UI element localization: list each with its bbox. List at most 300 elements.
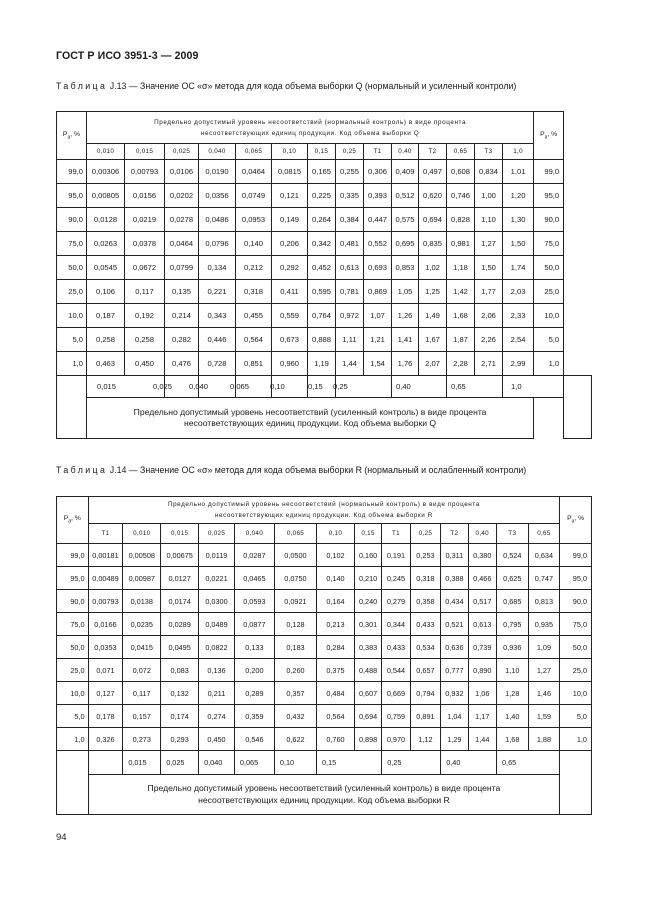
table-cell: 1,68 bbox=[447, 304, 475, 328]
pa-column-header-left: $P_a$, % bbox=[57, 497, 89, 544]
table-cell: 0,466 bbox=[468, 567, 496, 590]
pa-value-right: 25,0 bbox=[560, 659, 592, 682]
table-cell: 0,0287 bbox=[234, 544, 274, 567]
table-cell: 0,669 bbox=[382, 682, 410, 705]
table-cell: 0,694 bbox=[419, 208, 447, 232]
table-cell: 0,853 bbox=[392, 256, 419, 280]
table-cell: 0,117 bbox=[125, 280, 165, 304]
table14-caption-text: J.14 — Значение ОС «σ» метода для кода объема выборки R (нормальный и ослабленный контроли) bbox=[107, 465, 527, 475]
document-header: ГОСТ Р ИСО 3951-3 — 2009 bbox=[56, 50, 199, 62]
table-cell: 0,0593 bbox=[234, 590, 274, 613]
pa-value-right: 99,0 bbox=[534, 160, 564, 184]
pa-value-right: 5,0 bbox=[534, 328, 564, 352]
table-cell: 0,835 bbox=[419, 232, 447, 256]
table-cell: 0,0138 bbox=[123, 590, 161, 613]
table-cell: 1,27 bbox=[475, 232, 503, 256]
pa-value-right: 10,0 bbox=[534, 304, 564, 328]
table-cell: 0,0545 bbox=[87, 256, 125, 280]
table-cell: 0,0464 bbox=[236, 160, 272, 184]
aql-column-header: T1 bbox=[364, 144, 392, 160]
table-cell: 0,258 bbox=[87, 328, 125, 352]
table-cell: 0,318 bbox=[410, 567, 441, 590]
table-cell: 0,128 bbox=[274, 613, 316, 636]
table-cell: 1,49 bbox=[419, 304, 447, 328]
aql-column-header: T2 bbox=[441, 524, 468, 544]
table-cell: 2,28 bbox=[447, 352, 475, 376]
table-cell: 1,17 bbox=[468, 705, 496, 728]
table-cell: 0,0219 bbox=[125, 208, 165, 232]
table-cell: 0,450 bbox=[125, 352, 165, 376]
table-row bbox=[57, 613, 592, 636]
table-cell: 0,273 bbox=[123, 728, 161, 751]
table-cell: 1,12 bbox=[410, 728, 441, 751]
table-cell: 0,694 bbox=[354, 705, 381, 728]
tightened-aql-value: 0,10 bbox=[270, 376, 306, 398]
table-cell: 0,960 bbox=[272, 352, 308, 376]
table-row bbox=[57, 659, 592, 682]
table-cell: 1,50 bbox=[475, 256, 503, 280]
aql-column-header: T1 bbox=[382, 524, 410, 544]
tightened-aql-value: 0,40 bbox=[392, 376, 447, 398]
table-cell: 0,213 bbox=[317, 613, 355, 636]
table-cell: 0,140 bbox=[236, 232, 272, 256]
aql-column-header: 0,025 bbox=[165, 144, 199, 160]
table-cell: 0,564 bbox=[317, 705, 355, 728]
table-j14 bbox=[56, 496, 592, 815]
aql-column-header: 0,040 bbox=[199, 144, 236, 160]
table-cell: 0,552 bbox=[364, 232, 392, 256]
table-cell: 0,657 bbox=[410, 659, 441, 682]
pa-value-right: 50,0 bbox=[534, 256, 564, 280]
tightened-aql-value: 0,65 bbox=[447, 376, 503, 398]
table-cell: 0,301 bbox=[354, 613, 381, 636]
table-cell: 0,411 bbox=[272, 280, 308, 304]
table-cell: 0,357 bbox=[274, 682, 316, 705]
pa-value-right: 5,0 bbox=[560, 705, 592, 728]
table-cell: 0,595 bbox=[308, 280, 336, 304]
table-cell: 0,981 bbox=[447, 232, 475, 256]
table-row bbox=[57, 280, 592, 304]
tightened-aql-value: 0,025 bbox=[161, 751, 199, 775]
blank-cell bbox=[88, 751, 123, 775]
blank-cell bbox=[57, 376, 87, 439]
table-row bbox=[57, 705, 592, 728]
table-cell: 0,455 bbox=[236, 304, 272, 328]
pa-value-left: 10,0 bbox=[57, 682, 89, 705]
table-cell: 2,33 bbox=[503, 304, 534, 328]
table-cell: 0,136 bbox=[199, 659, 235, 682]
pa-column-header-right: $P_a$, % bbox=[560, 497, 592, 544]
table-cell: 0,620 bbox=[419, 184, 447, 208]
table-cell: 0,613 bbox=[468, 613, 496, 636]
table-cell: 0,0378 bbox=[125, 232, 165, 256]
table-cell: 0,292 bbox=[272, 256, 308, 280]
table-row bbox=[57, 567, 592, 590]
table-cell: 0,0877 bbox=[234, 613, 274, 636]
table-cell: 2,06 bbox=[475, 304, 503, 328]
table-cell: 0,318 bbox=[236, 280, 272, 304]
table-cell: 0,289 bbox=[234, 682, 274, 705]
table-cell: 0,140 bbox=[317, 567, 355, 590]
table-cell: 0,375 bbox=[317, 659, 355, 682]
table-cell: 0,102 bbox=[317, 544, 355, 567]
table-cell: 2,71 bbox=[475, 352, 503, 376]
table-cell: 0,343 bbox=[199, 304, 236, 328]
table-cell: 1,67 bbox=[419, 328, 447, 352]
table-cell: 0,192 bbox=[125, 304, 165, 328]
table-cell: 0,0166 bbox=[88, 613, 123, 636]
table-cell: 0,481 bbox=[336, 232, 364, 256]
table-cell: 0,135 bbox=[165, 280, 199, 304]
table-cell: 0,685 bbox=[496, 590, 528, 613]
table-cell: 0,200 bbox=[234, 659, 274, 682]
table-row bbox=[57, 544, 592, 567]
table-cell: 0,00489 bbox=[88, 567, 123, 590]
table14-caption bbox=[56, 465, 592, 477]
table-cell: 0,0300 bbox=[199, 590, 235, 613]
table-cell: 0,0190 bbox=[199, 160, 236, 184]
blank-cell bbox=[564, 376, 592, 439]
table-cell: 1,76 bbox=[392, 352, 419, 376]
table-cell: 0,0500 bbox=[274, 544, 316, 567]
table-row bbox=[57, 184, 592, 208]
table-cell: 1,21 bbox=[364, 328, 392, 352]
table-cell: 1,07 bbox=[364, 304, 392, 328]
table-cell: 0,544 bbox=[382, 659, 410, 682]
pa-value-left: 50,0 bbox=[57, 256, 87, 280]
aql-column-header: 0,65 bbox=[528, 524, 560, 544]
table-cell: 1,29 bbox=[441, 728, 468, 751]
table-cell: 0,0353 bbox=[88, 636, 123, 659]
table-cell: 0,476 bbox=[165, 352, 199, 376]
blank-cell bbox=[57, 751, 89, 815]
table-cell: 0,393 bbox=[364, 184, 392, 208]
table-cell: 1,02 bbox=[419, 256, 447, 280]
table-cell: 0,121 bbox=[272, 184, 308, 208]
table-cell: 0,293 bbox=[161, 728, 199, 751]
table-cell: 0,258 bbox=[125, 328, 165, 352]
table-cell: 0,794 bbox=[410, 682, 441, 705]
table-cell: 0,127 bbox=[88, 682, 123, 705]
pa-value-left: 1,0 bbox=[57, 352, 87, 376]
table-row bbox=[57, 352, 592, 376]
aql-column-header: 1,0 bbox=[503, 144, 534, 160]
table-row bbox=[57, 636, 592, 659]
table-row bbox=[57, 682, 592, 705]
table-cell: 1,10 bbox=[496, 659, 528, 682]
table-cell: 0,0464 bbox=[165, 232, 199, 256]
aql-column-header: 0,010 bbox=[87, 144, 125, 160]
table-cell: 0,225 bbox=[308, 184, 336, 208]
table-cell: 0,433 bbox=[410, 613, 441, 636]
table-cell: 0,728 bbox=[199, 352, 236, 376]
table-cell: 1,10 bbox=[475, 208, 503, 232]
table-cell: 0,673 bbox=[272, 328, 308, 352]
tightened-aql-value: 0,065 bbox=[230, 376, 266, 398]
table-cell: 0,0815 bbox=[272, 160, 308, 184]
table-cell: 0,759 bbox=[382, 705, 410, 728]
table-cell: 0,739 bbox=[468, 636, 496, 659]
pa-value-right: 25,0 bbox=[534, 280, 564, 304]
normal-control-header: Предельно допустимый уровень несоответствий (нормальный контроль) в виде процента несоответствующих единиц продукции. Код объема выборки R bbox=[88, 497, 560, 524]
pa-value-left: 90,0 bbox=[57, 208, 87, 232]
table-cell: 0,970 bbox=[382, 728, 410, 751]
pa-value-left: 90,0 bbox=[57, 590, 89, 613]
table-cell: 0,851 bbox=[236, 352, 272, 376]
tightened-aql-value: 0,40 bbox=[441, 751, 497, 775]
pa-value-right: 95,0 bbox=[534, 184, 564, 208]
table-cell: 1,00 bbox=[475, 184, 503, 208]
table-cell: 0,0128 bbox=[87, 208, 125, 232]
aql-column-header: 0,010 bbox=[123, 524, 161, 544]
table-cell: 0,165 bbox=[308, 160, 336, 184]
table-cell: 0,083 bbox=[161, 659, 199, 682]
table-cell: 0,636 bbox=[441, 636, 468, 659]
table13-caption bbox=[56, 81, 592, 93]
table-cell: 0,164 bbox=[317, 590, 355, 613]
table-cell: 0,117 bbox=[123, 682, 161, 705]
table-cell: 0,221 bbox=[199, 280, 236, 304]
table-cell: 0,210 bbox=[354, 567, 381, 590]
table-cell: 0,253 bbox=[410, 544, 441, 567]
table-cell: 0,634 bbox=[528, 544, 560, 567]
table-cell: 0,072 bbox=[123, 659, 161, 682]
table-cell: 0,264 bbox=[308, 208, 336, 232]
table-cell: 0,613 bbox=[336, 256, 364, 280]
table-cell: 0,282 bbox=[165, 328, 199, 352]
table-cell: 0,608 bbox=[447, 160, 475, 184]
table-row bbox=[57, 208, 592, 232]
table-cell: 0,446 bbox=[199, 328, 236, 352]
aql-column-header: 0,25 bbox=[410, 524, 441, 544]
aql-column-header: 0,015 bbox=[125, 144, 165, 160]
table-cell: 0,132 bbox=[161, 682, 199, 705]
aql-column-header: 0,25 bbox=[336, 144, 364, 160]
tightened-aql-value: 0,25 bbox=[333, 376, 389, 398]
table-cell: 0,972 bbox=[336, 304, 364, 328]
table-cell: 0,575 bbox=[392, 208, 419, 232]
table-cell: 0,326 bbox=[88, 728, 123, 751]
table-cell: 1,42 bbox=[447, 280, 475, 304]
table-cell: 1,06 bbox=[468, 682, 496, 705]
pa-value-right: 10,0 bbox=[560, 682, 592, 705]
table-cell: 0,512 bbox=[392, 184, 419, 208]
pa-value-left: 25,0 bbox=[57, 659, 89, 682]
table-cell: 1,11 bbox=[336, 328, 364, 352]
table-cell: 0,447 bbox=[364, 208, 392, 232]
tightened-aql-value: 0,10 bbox=[274, 751, 316, 775]
table-cell: 0,335 bbox=[336, 184, 364, 208]
pa-value-right: 1,0 bbox=[560, 728, 592, 751]
pa-value-right: 75,0 bbox=[534, 232, 564, 256]
table-cell: 1,25 bbox=[419, 280, 447, 304]
tightened-aql-value: 0,15 bbox=[308, 376, 336, 398]
table-cell: 0,452 bbox=[308, 256, 336, 280]
table-row bbox=[57, 160, 592, 184]
table-cell: 0,191 bbox=[382, 544, 410, 567]
table-cell: 0,777 bbox=[441, 659, 468, 682]
pa-value-left: 75,0 bbox=[57, 613, 89, 636]
table-cell: 0,0174 bbox=[161, 590, 199, 613]
table-cell: 0,409 bbox=[392, 160, 419, 184]
table-cell: 0,534 bbox=[410, 636, 441, 659]
tightened-aql-value: 0,25 bbox=[382, 751, 441, 775]
table-cell: 1,44 bbox=[468, 728, 496, 751]
table-cell: 0,133 bbox=[234, 636, 274, 659]
table-cell: 0,00181 bbox=[88, 544, 123, 567]
table-cell: 1,40 bbox=[496, 705, 528, 728]
pa-value-right: 99,0 bbox=[560, 544, 592, 567]
tightened-aql-value: 0,65 bbox=[496, 751, 559, 775]
table-cell: 0,891 bbox=[410, 705, 441, 728]
aql-column-header: 0,025 bbox=[199, 524, 235, 544]
table-cell: 0,0672 bbox=[125, 256, 165, 280]
table-cell: 0,0796 bbox=[199, 232, 236, 256]
table-cell: 0,0415 bbox=[123, 636, 161, 659]
tightened-aql-value: 1,0 bbox=[503, 376, 564, 398]
table-cell: 0,106 bbox=[87, 280, 125, 304]
table-cell: 1,44 bbox=[336, 352, 364, 376]
table-cell: 0,432 bbox=[274, 705, 316, 728]
aql-column-header: 0,15 bbox=[354, 524, 381, 544]
table-cell: 0,383 bbox=[354, 636, 381, 659]
table-cell: 1,77 bbox=[475, 280, 503, 304]
table-cell: 0,245 bbox=[382, 567, 410, 590]
table-cell: 0,936 bbox=[496, 636, 528, 659]
table-cell: 1,19 bbox=[308, 352, 336, 376]
blank-cell bbox=[560, 751, 592, 815]
table-cell: 0,0953 bbox=[236, 208, 272, 232]
table-cell: 1,09 bbox=[528, 636, 560, 659]
table-row bbox=[57, 328, 592, 352]
table-cell: 0,214 bbox=[165, 304, 199, 328]
table-cell: 0,0799 bbox=[165, 256, 199, 280]
table-cell: 0,0465 bbox=[234, 567, 274, 590]
table-cell: 0,888 bbox=[308, 328, 336, 352]
table-cell: 0,0202 bbox=[165, 184, 199, 208]
tightened-aql-value: 0,015 bbox=[123, 751, 161, 775]
table13-caption-label: Таблица bbox=[56, 81, 108, 91]
table-row bbox=[57, 232, 592, 256]
table-cell: 0,183 bbox=[274, 636, 316, 659]
aql-column-header: T2 bbox=[419, 144, 447, 160]
table-cell: 0,0263 bbox=[87, 232, 125, 256]
table-cell: 0,0749 bbox=[236, 184, 272, 208]
table-cell: 1,30 bbox=[503, 208, 534, 232]
table-cell: 0,00675 bbox=[161, 544, 199, 567]
table14-caption-label: Таблица bbox=[56, 465, 108, 475]
table-cell: 0,450 bbox=[199, 728, 235, 751]
table-cell: 0,380 bbox=[468, 544, 496, 567]
table-cell: 0,0106 bbox=[165, 160, 199, 184]
table-cell: 0,795 bbox=[496, 613, 528, 636]
pa-value-left: 10,0 bbox=[57, 304, 87, 328]
table-row bbox=[57, 590, 592, 613]
table-cell: 0,828 bbox=[447, 208, 475, 232]
table13-caption-text: J.13 — Значение ОС «σ» метода для кода объема выборки Q (нормальный и усиленный контроли) bbox=[107, 81, 517, 91]
table-cell: 0,760 bbox=[317, 728, 355, 751]
table-cell: 0,0356 bbox=[199, 184, 236, 208]
table-cell: 0,935 bbox=[528, 613, 560, 636]
pa-value-left: 1,0 bbox=[57, 728, 89, 751]
table-cell: 0,0289 bbox=[161, 613, 199, 636]
table-cell: 0,178 bbox=[88, 705, 123, 728]
pa-value-left: 5,0 bbox=[57, 705, 89, 728]
table-cell: 0,622 bbox=[274, 728, 316, 751]
table-cell: 0,813 bbox=[528, 590, 560, 613]
aql-column-header: 0,10 bbox=[272, 144, 308, 160]
table-cell: 0,781 bbox=[336, 280, 364, 304]
aql-column-header: T3 bbox=[475, 144, 503, 160]
table-cell: 1,59 bbox=[528, 705, 560, 728]
table-cell: 2,07 bbox=[419, 352, 447, 376]
table-cell: 0,834 bbox=[475, 160, 503, 184]
table-cell: 0,157 bbox=[123, 705, 161, 728]
table-cell: 0,0127 bbox=[161, 567, 199, 590]
pa-value-right: 75,0 bbox=[560, 613, 592, 636]
table-cell: 0,00987 bbox=[123, 567, 161, 590]
table-cell: 1,68 bbox=[496, 728, 528, 751]
table-cell: 0,693 bbox=[364, 256, 392, 280]
table-cell: 1,87 bbox=[447, 328, 475, 352]
table-cell: 0,517 bbox=[468, 590, 496, 613]
table-cell: 0,890 bbox=[468, 659, 496, 682]
table-cell: 0,898 bbox=[354, 728, 381, 751]
table-row bbox=[57, 256, 592, 280]
pa-value-right: 50,0 bbox=[560, 636, 592, 659]
normal-control-header: Предельно допустимый уровень несоответствий (нормальный контроль) в виде процента несоответствующих единиц продукции. Код объема выборки Q bbox=[87, 112, 534, 144]
aql-column-header: 0,65 bbox=[447, 144, 475, 160]
aql-column-header: 0,40 bbox=[392, 144, 419, 160]
pa-value-left: 25,0 bbox=[57, 280, 87, 304]
table-cell: 1,27 bbox=[528, 659, 560, 682]
table-cell: 0,211 bbox=[199, 682, 235, 705]
table-cell: 1,74 bbox=[503, 256, 534, 280]
table-cell: 0,306 bbox=[364, 160, 392, 184]
table-cell: 0,521 bbox=[441, 613, 468, 636]
tightened-aql-value: 0,025 bbox=[153, 376, 187, 398]
tightened-aql-value: 0,015 bbox=[87, 376, 165, 398]
table-cell: 0,695 bbox=[392, 232, 419, 256]
pa-value-left: 50,0 bbox=[57, 636, 89, 659]
table-cell: 0,625 bbox=[496, 567, 528, 590]
table-cell: 0,0489 bbox=[199, 613, 235, 636]
table-cell: 1,46 bbox=[528, 682, 560, 705]
pa-value-right: 95,0 bbox=[560, 567, 592, 590]
table-cell: 0,00508 bbox=[123, 544, 161, 567]
table-cell: 0,0221 bbox=[199, 567, 235, 590]
table-cell: 0,764 bbox=[308, 304, 336, 328]
table-cell: 0,433 bbox=[382, 636, 410, 659]
pa-value-right: 90,0 bbox=[534, 208, 564, 232]
table-cell: 0,071 bbox=[88, 659, 123, 682]
table-cell: 0,0750 bbox=[274, 567, 316, 590]
pa-value-left: 5,0 bbox=[57, 328, 87, 352]
table-cell: 1,04 bbox=[441, 705, 468, 728]
aql-column-header: 0,040 bbox=[234, 524, 274, 544]
table-cell: 0,0822 bbox=[199, 636, 235, 659]
table-cell: 0,564 bbox=[236, 328, 272, 352]
table-cell: 0,607 bbox=[354, 682, 381, 705]
tightened-aql-value: 0,040 bbox=[199, 751, 235, 775]
aql-column-header: T3 bbox=[496, 524, 528, 544]
table-cell: 0,0119 bbox=[199, 544, 235, 567]
pa-value-right: 1,0 bbox=[534, 352, 564, 376]
pa-value-left: 95,0 bbox=[57, 184, 87, 208]
aql-column-header: 0,15 bbox=[308, 144, 336, 160]
table-cell: 1,50 bbox=[503, 232, 534, 256]
table-cell: 0,388 bbox=[441, 567, 468, 590]
